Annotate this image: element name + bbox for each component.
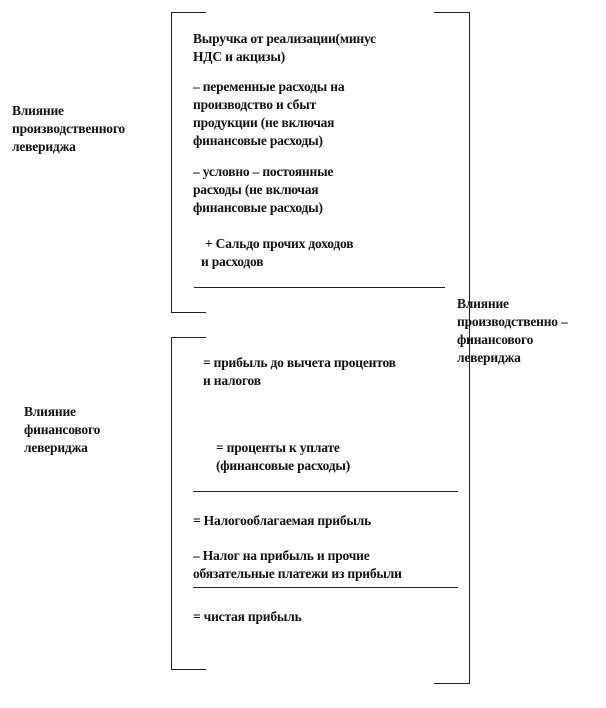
item-line: НДС и акцизы) (193, 49, 286, 64)
separator-line (193, 491, 458, 492)
item-line: – Налог на прибыль и прочие (193, 548, 370, 563)
label-production-leverage (12, 102, 125, 156)
label-line: левериджа (12, 139, 76, 154)
item-line: и налогов (203, 373, 261, 388)
label-line: левериджа (457, 350, 521, 365)
label-line: левериджа (24, 440, 88, 455)
item-variable-costs (193, 78, 344, 150)
bracket-financial-top (171, 337, 206, 338)
label-line: производственно – (457, 314, 568, 329)
bracket-financial-vertical (171, 337, 172, 670)
separator-line (194, 287, 445, 288)
item-line: = проценты к уплате (216, 440, 340, 455)
item-line: Выручка от реализации(минус (193, 31, 376, 46)
label-production-financial-leverage (457, 295, 568, 367)
bracket-combined-bottom (434, 683, 470, 684)
item-line: расходы (не включая (193, 182, 319, 197)
item-line: производство и сбыт (193, 97, 317, 112)
separator-line (193, 587, 458, 588)
item-line: + Сальдо прочих доходов (205, 236, 354, 251)
item-ebit (203, 354, 396, 390)
label-line: Влияние (457, 296, 509, 311)
item-other-income-balance (201, 235, 353, 271)
item-taxable-profit (193, 512, 371, 530)
bracket-production-top (171, 12, 206, 13)
item-line: = Налогооблагаемая прибыль (193, 513, 372, 528)
label-line: финансового (24, 422, 101, 437)
item-interest (216, 439, 350, 475)
bracket-production-bottom (171, 312, 206, 313)
bracket-combined-top (434, 12, 470, 13)
bracket-production-vertical (171, 12, 172, 313)
item-net-profit (193, 608, 302, 626)
item-revenue (193, 30, 376, 66)
label-line: производственного (12, 121, 125, 136)
item-line: обязательные платежи из прибыли (193, 566, 402, 581)
item-line: = прибыль до вычета процентов (203, 355, 396, 370)
label-line: Влияние (24, 404, 76, 419)
item-line: и расходов (201, 254, 264, 269)
label-financial-leverage (24, 403, 100, 457)
item-fixed-costs (193, 163, 333, 217)
label-line: Влияние (12, 103, 64, 118)
item-line: – условно – постоянные (193, 164, 334, 179)
item-line: – переменные расходы на (193, 79, 345, 94)
label-line: финансового (457, 332, 534, 347)
item-line: = чистая прибыль (193, 609, 302, 624)
bracket-financial-bottom (171, 669, 206, 670)
item-line: продукции (не включая (193, 115, 335, 130)
item-line: финансовые расходы) (193, 133, 323, 148)
item-line: (финансовые расходы) (216, 458, 351, 473)
item-tax (193, 547, 402, 583)
item-line: финансовые расходы) (193, 200, 323, 215)
